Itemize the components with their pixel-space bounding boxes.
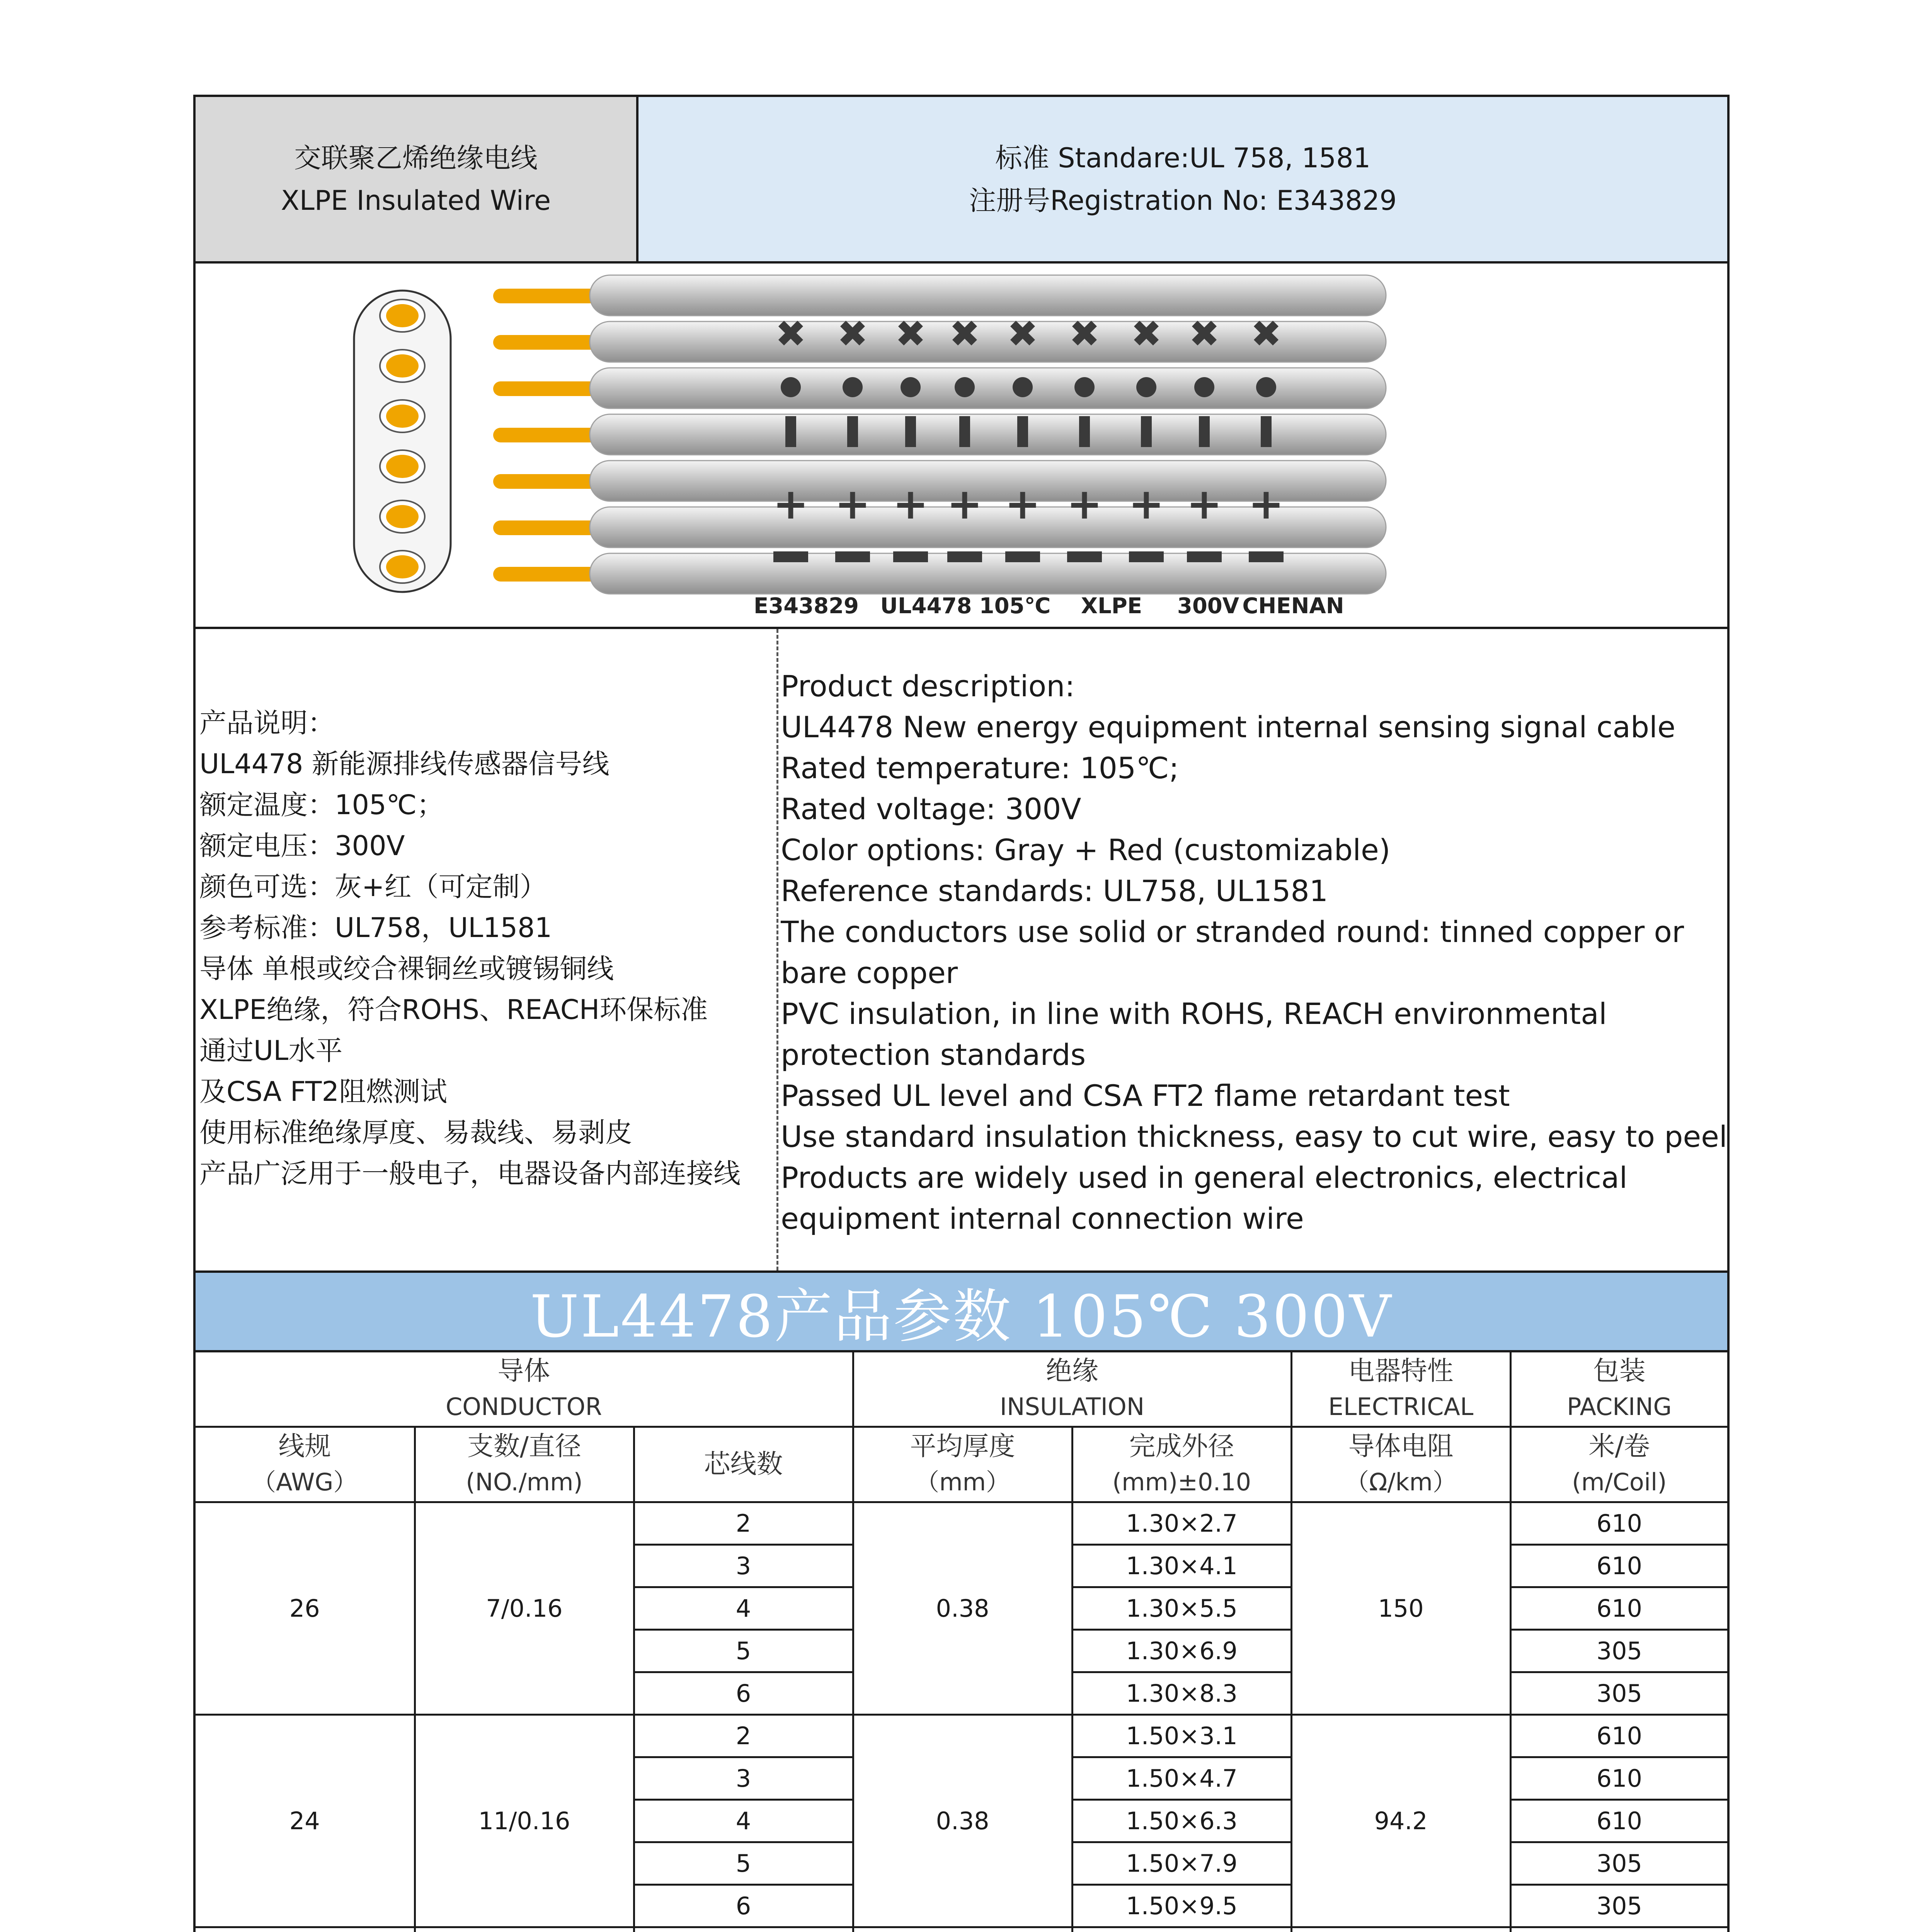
conductor-tip: [493, 289, 598, 303]
table-title: UL4478产品参数 105℃ 300V: [530, 1283, 1393, 1350]
resistance-cell: 150: [1291, 1502, 1510, 1715]
conductor-tip: [493, 335, 598, 350]
packing-cell: 610: [1510, 1757, 1727, 1800]
description-line: protection standards: [781, 1037, 1086, 1072]
description-line: 产品广泛用于一般电子，电器设备内部连接线: [199, 1158, 741, 1189]
product-description: [196, 629, 1727, 1273]
product-name-cn: 交联聚乙烯绝缘电线: [294, 142, 538, 174]
column-header-row: [196, 1427, 1727, 1502]
description-cn: [196, 629, 776, 1270]
od-cell: 1.50×4.7: [1072, 1757, 1291, 1800]
marker-x: ✖: [1130, 312, 1162, 355]
awg-cell: [196, 1927, 415, 1932]
description-line: Reference standards: UL758, UL1581: [781, 874, 1328, 908]
group-header-row: [196, 1352, 1727, 1427]
packing-cell: 610: [1510, 1715, 1727, 1757]
cores-cell: 5: [634, 1842, 853, 1885]
marker-dot: [901, 377, 921, 397]
description-line: 使用标准绝缘厚度、易裁线、易剥皮: [199, 1117, 632, 1148]
group-packing: 包装 PACKING: [1510, 1352, 1727, 1427]
marker-dot: [781, 377, 801, 397]
conductor-tip: [493, 520, 598, 535]
cross-section-outline: [354, 291, 451, 592]
col-cores: 芯线数: [634, 1427, 853, 1502]
packing-cell: 305: [1510, 1672, 1727, 1715]
marker-dot: [843, 377, 863, 397]
marker-dot: [1136, 377, 1156, 397]
description-line: UL4478 新能源排线传感器信号线: [199, 748, 609, 780]
packing-cell: 610: [1510, 1545, 1727, 1587]
marker-dash: [1129, 551, 1164, 562]
description-line: 额定温度：105℃；: [199, 789, 444, 821]
marker-bar: [905, 416, 916, 447]
marker-bar: [785, 416, 796, 447]
packing-cell: [1510, 1927, 1727, 1932]
od-cell: 1.30×2.7: [1072, 1502, 1291, 1545]
od-cell: 1.50×7.9: [1072, 1842, 1291, 1885]
table-row: [196, 1502, 1727, 1545]
packing-cell: 305: [1510, 1630, 1727, 1672]
conductor-tip: [493, 381, 598, 396]
marker-bar: [1141, 416, 1152, 447]
packing-cell: 305: [1510, 1885, 1727, 1927]
marker-bar: [1261, 416, 1272, 447]
print-legend-text: E343829: [753, 594, 859, 619]
cores-cell: 3: [634, 1545, 853, 1587]
cores-cell: 3: [634, 1757, 853, 1800]
description-line: The conductors use solid or stranded round: tinned copper or: [781, 915, 1684, 949]
marker-dot: [1074, 377, 1095, 397]
packing-cell: 305: [1510, 1842, 1727, 1885]
marker-bar: [1079, 416, 1090, 447]
conductor-tip: [493, 474, 598, 489]
marker-dash: [1187, 551, 1222, 562]
marker-x: ✖: [1007, 312, 1039, 355]
marker-x: ✖: [1250, 312, 1282, 355]
print-legend-text: XLPE: [1081, 594, 1142, 619]
flat-cable-drawing: [196, 264, 1727, 624]
marker-plus: +: [1248, 479, 1284, 529]
cores-cell: 6: [634, 1885, 853, 1927]
od-cell: 1.30×4.1: [1072, 1545, 1291, 1587]
core-conductor: [386, 354, 419, 378]
product-name-en: XLPE Insulated Wire: [281, 184, 551, 216]
marker-x: ✖: [895, 312, 926, 355]
conductor-tip: [493, 428, 598, 442]
description-line: 通过UL水平: [199, 1035, 343, 1066]
strand-cell: 7/0.16: [415, 1502, 634, 1715]
marker-x: ✖: [1188, 312, 1220, 355]
od-cell: 1.50×6.3: [1072, 1800, 1291, 1842]
packing-cell: 610: [1510, 1502, 1727, 1545]
product-name-cell: [196, 97, 638, 261]
od-cell: [1072, 1927, 1291, 1932]
description-line: bare copper: [781, 956, 958, 990]
description-line: 产品说明：: [199, 707, 335, 739]
marker-x: ✖: [1069, 312, 1100, 355]
cable-illustration: [196, 264, 1727, 629]
cores-cell: 2: [634, 1502, 853, 1545]
standard-text: 标准 Standare:UL 758, 1581: [995, 142, 1371, 174]
core-conductor: [386, 505, 419, 528]
table-title-band: [196, 1273, 1727, 1352]
col-awg: 线规 （AWG）: [196, 1427, 415, 1502]
awg-cell: 24: [196, 1715, 415, 1927]
standard-cell: [638, 97, 1727, 261]
table-row: [196, 1927, 1727, 1932]
marker-plus: +: [1066, 479, 1103, 529]
marker-x: ✖: [837, 312, 868, 355]
marker-dash: [835, 551, 870, 562]
description-line: 参考标准：UL758，UL1581: [199, 912, 552, 944]
thickness-cell: 0.38: [853, 1502, 1072, 1715]
strand-cell: [415, 1927, 634, 1932]
marker-dash: [893, 551, 928, 562]
description-line: XLPE绝缘，符合ROHS、REACH环保标准: [199, 994, 708, 1026]
description-en: [776, 629, 1727, 1270]
marker-dash: [1249, 551, 1284, 562]
thickness-cell: [853, 1927, 1072, 1932]
col-thickness: 平均厚度 （mm）: [853, 1427, 1072, 1502]
description-line: 及CSA FT2阻燃测试: [199, 1076, 448, 1107]
thickness-cell: 0.38: [853, 1715, 1072, 1927]
marker-plus: +: [834, 479, 871, 529]
wire-jacket: [590, 275, 1386, 316]
marker-bar: [1017, 416, 1028, 447]
marker-dash: [947, 551, 982, 562]
header: [196, 97, 1727, 264]
marker-dash: [773, 551, 808, 562]
marker-x: ✖: [949, 312, 981, 355]
description-line: Product description:: [781, 669, 1075, 703]
cores-cell: 4: [634, 1800, 853, 1842]
description-line: UL4478 New energy equipment internal sensing signal cable: [781, 710, 1675, 744]
print-legend-text: 105℃: [979, 594, 1051, 619]
marker-plus: +: [1128, 479, 1165, 529]
marker-plus: +: [1186, 479, 1222, 529]
marker-plus: +: [892, 479, 929, 529]
awg-cell: 26: [196, 1502, 415, 1715]
marker-dash: [1067, 551, 1102, 562]
col-od: 完成外径 (mm)±0.10: [1072, 1427, 1291, 1502]
description-line: Rated temperature: 105℃;: [781, 751, 1179, 785]
print-legend-text: 300V: [1177, 594, 1239, 619]
description-line: Products are widely used in general electronics, electrical: [781, 1160, 1628, 1195]
core-conductor: [386, 455, 419, 478]
col-resistance: 导体电阻 （Ω/km）: [1291, 1427, 1510, 1502]
description-line: Use standard insulation thickness, easy to cut wire, easy to peel: [781, 1119, 1727, 1154]
strand-cell: 11/0.16: [415, 1715, 634, 1927]
marker-dot: [1013, 377, 1033, 397]
marker-bar: [847, 416, 858, 447]
core-conductor: [386, 555, 419, 578]
marker-plus: +: [773, 479, 809, 529]
cores-cell: 4: [634, 1587, 853, 1630]
cores-cell: 5: [634, 1630, 853, 1672]
marker-bar: [1199, 416, 1210, 447]
marker-dot: [1194, 377, 1214, 397]
marker-bar: [959, 416, 970, 447]
od-cell: 1.50×3.1: [1072, 1715, 1291, 1757]
description-line: Passed UL level and CSA FT2 flame retardant test: [781, 1078, 1510, 1113]
table-row: [196, 1715, 1727, 1757]
print-legend-text: CHENAN: [1242, 594, 1344, 619]
marker-dash: [1005, 551, 1040, 562]
od-cell: 1.30×8.3: [1072, 1672, 1291, 1715]
od-cell: 1.50×9.5: [1072, 1885, 1291, 1927]
spec-sheet: [193, 95, 1730, 1932]
marker-dot: [1256, 377, 1276, 397]
resistance-cell: [1291, 1927, 1510, 1932]
cores-cell: 2: [634, 1715, 853, 1757]
conductor-tip: [493, 567, 598, 582]
od-cell: 1.30×6.9: [1072, 1630, 1291, 1672]
packing-cell: 610: [1510, 1800, 1727, 1842]
registration-text: 注册号Registration No: E343829: [969, 184, 1397, 216]
group-insulation: 绝缘 INSULATION: [853, 1352, 1291, 1427]
description-line: 颜色可选：灰+红（可定制）: [199, 871, 547, 903]
core-conductor: [386, 405, 419, 428]
marker-plus: +: [1004, 479, 1041, 529]
group-electrical: 电器特性 ELECTRICAL: [1291, 1352, 1510, 1427]
col-strand: 支数/直径 (NO./mm): [415, 1427, 634, 1502]
col-packing: 米/卷 (m/Coil): [1510, 1427, 1727, 1502]
od-cell: 1.30×5.5: [1072, 1587, 1291, 1630]
description-line: 额定电压：300V: [199, 830, 405, 862]
spec-table: [196, 1352, 1727, 1932]
description-line: 导体 单根或绞合裸铜丝或镀锡铜线: [199, 953, 614, 985]
marker-x: ✖: [775, 312, 807, 355]
resistance-cell: 94.2: [1291, 1715, 1510, 1927]
cores-cell: 6: [634, 1672, 853, 1715]
marker-dot: [955, 377, 975, 397]
description-line: equipment internal connection wire: [781, 1201, 1304, 1236]
description-line: Rated voltage: 300V: [781, 792, 1081, 826]
marker-plus: +: [947, 479, 983, 529]
description-line: Color options: Gray + Red (customizable): [781, 833, 1391, 867]
description-line: PVC insulation, in line with ROHS, REACH environmental: [781, 997, 1607, 1031]
core-conductor: [386, 304, 419, 327]
cores-cell: [634, 1927, 853, 1932]
packing-cell: 610: [1510, 1587, 1727, 1630]
print-legend-text: UL4478: [880, 594, 972, 619]
group-conductor: 导体 CONDUCTOR: [196, 1352, 853, 1427]
